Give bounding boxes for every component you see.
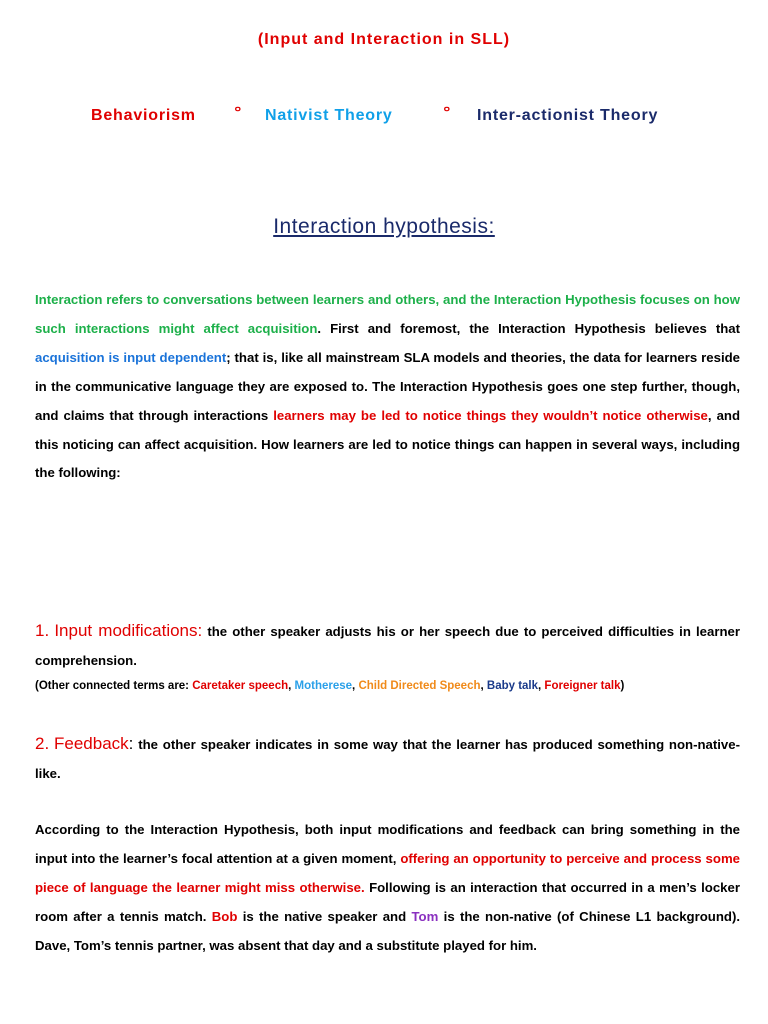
term-motherese: Motherese (294, 680, 353, 692)
terms-prefix: (Other connected terms are: (35, 680, 193, 692)
theory-nativist: Nativist Theory (265, 107, 393, 124)
input-mod-number: 1. (35, 621, 50, 640)
connected-terms (35, 680, 755, 692)
according-text-c: is the native speaker and (237, 908, 412, 924)
intro-green-text: Interaction refers to conversations between learners and others, and the Interaction Hypothesis focuses on how such interactions might affect acquisition (35, 292, 740, 336)
theories-row (0, 107, 768, 129)
intro-text-a: . First and foremost, the Interaction Hypothesis believes that (317, 320, 740, 336)
input-mod-text: the other speaker adjusts his or her speech due to perceived difficulties in learner comprehension. (35, 624, 740, 668)
section-heading (0, 215, 768, 239)
term-foreigner: Foreigner talk (544, 680, 621, 692)
term-child-directed: Child Directed Speech (358, 680, 481, 692)
term-baby-talk: Baby talk (486, 680, 539, 692)
theory-behaviorism: Behaviorism (91, 107, 196, 124)
input-modifications-paragraph (35, 617, 740, 676)
according-paragraph (35, 816, 740, 961)
term-caretaker: Caretaker speech (192, 680, 289, 692)
feedback-colon: : (128, 734, 134, 753)
terms-comma: , (480, 680, 487, 692)
name-tom: Tom (411, 908, 439, 924)
according-text-d: is the non-native (of Chinese L1 background). Dave, Tom’s tennis partner, was absent that day and a substitute played for him. (35, 908, 741, 953)
intro-text-c: , and this noticing can affect acquisition. How learners are led to notice things can happen in several ways, including the following: (35, 407, 741, 481)
intro-paragraph (35, 286, 740, 488)
separator-icon: ᄋ (232, 106, 245, 120)
according-red-text: offering an opportunity to perceive and process some piece of language the learner might miss otherwise. (35, 850, 740, 895)
feedback-paragraph (35, 730, 740, 789)
feedback-label: Feedback (54, 734, 129, 753)
according-text-b: Following is an interaction that occurred in a men’s locker room after a tennis match. (35, 879, 740, 924)
terms-comma: , (352, 680, 359, 692)
feedback-text: the other speaker indicates in some way that the learner has produced something non-native-like. (35, 737, 740, 781)
name-bob: Bob (211, 908, 238, 924)
intro-text-b: ; that is, like all mainstream SLA models and theories, the data for learners reside in the communicative language they are exposed to. The Interaction Hypothesis goes one step further, though, and claims that through interactions (35, 349, 740, 423)
theory-interactionist: Inter-actionist Theory (477, 107, 659, 124)
document-title: (Input and Interaction in SLL) (257, 31, 511, 48)
terms-comma: , (538, 680, 545, 692)
terms-comma: , (288, 680, 295, 692)
input-mod-label: Input modifications: (54, 621, 203, 640)
feedback-number: 2. (35, 734, 50, 753)
intro-blue-text: acquisition is input dependent (35, 349, 227, 365)
intro-red-text: learners may be led to notice things they wouldn’t notice otherwise (273, 407, 708, 423)
terms-suffix: ) (620, 680, 625, 692)
according-text-a: According to the Interaction Hypothesis, both input modifications and feedback can bring something in the input into the learner’s focal attention at a given moment, (35, 822, 740, 866)
heading-text: Interaction hypothesis: (273, 215, 495, 238)
separator-icon: ᄋ (441, 106, 454, 120)
